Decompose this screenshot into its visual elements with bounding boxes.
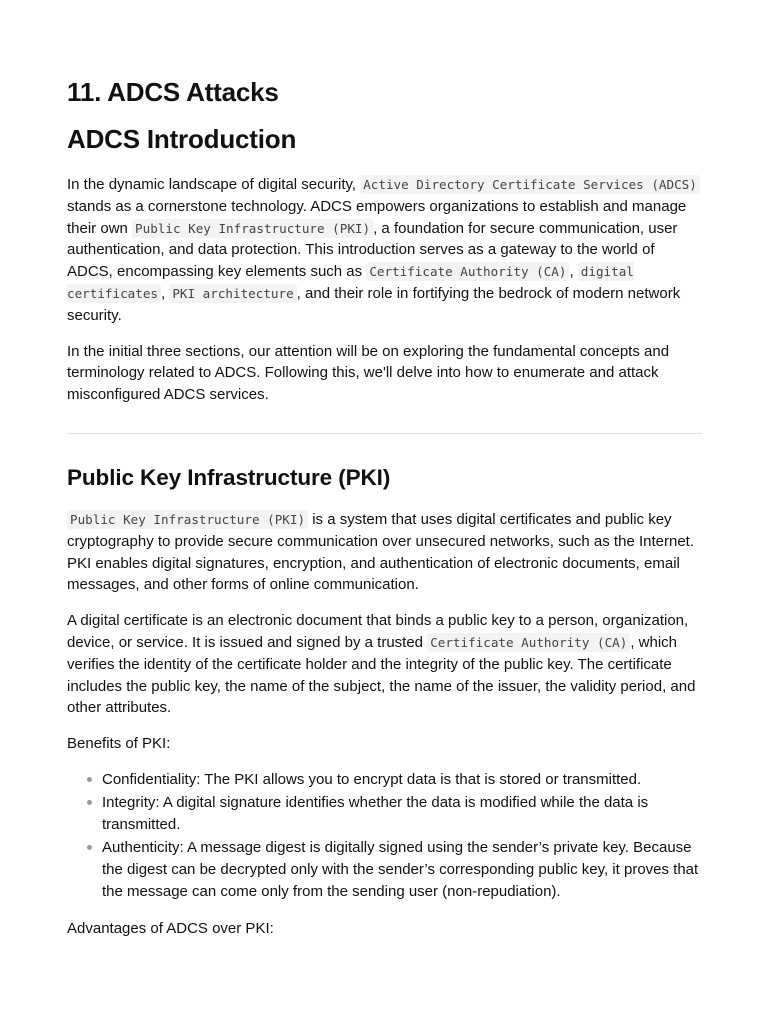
benefits-label: Benefits of PKI: xyxy=(67,735,171,753)
list-item xyxy=(102,837,702,902)
text-run: , which verifies the identity of the certificate holder and the integrity of the public key. The certificate includes the public key, the name of the subject, the name of the issuer, the validity period, and other attributes. xyxy=(67,633,696,717)
list-item-text: Integrity: A digital signature identifies whether the data is modified while the data is transmitted. xyxy=(102,794,649,834)
text-run: is a system that uses digital certificates and public key cryptography to provide secure communication over unsecured networks, such as the Internet. PKI enables digital signatures, encryption, and authentication of electronic documents, email messages, and other forms of online communication. xyxy=(67,510,694,594)
benefits-list xyxy=(67,769,702,903)
chapter-title: 11. ADCS Attacks xyxy=(67,77,279,107)
intro-paragraph-2: In the initial three sections, our attention will be on exploring the fundamental concepts and terminology related to ADCS. Following this, we'll delve into how to enumerate and attack misconfigured ADCS services. xyxy=(67,342,670,404)
list-item xyxy=(102,792,702,836)
pki-heading: Public Key Infrastructure (PKI) xyxy=(67,464,391,490)
text-run: stands as a cornerstone technology. ADCS empowers organizations to establish and manage their own xyxy=(67,197,687,237)
inline-code: PKI architecture xyxy=(169,284,296,303)
inline-code: Active Directory Certificate Services (ADCS) xyxy=(360,175,700,194)
advantages-label: Advantages of ADCS over PKI: xyxy=(67,919,274,937)
text-run: In the dynamic landscape of digital security, xyxy=(67,176,361,193)
section-divider xyxy=(67,433,702,434)
text-run: , xyxy=(569,263,578,281)
bullet-icon xyxy=(87,777,92,782)
list-item-text: Authenticity: A message digest is digitally signed using the sender’s private key. Because the digest can be decrypted only with the sender’s corresponding public key, it proves that the message can come only from the sending user (non-repudiation). xyxy=(102,839,699,900)
inline-code: Public Key Infrastructure (PKI) xyxy=(132,219,373,238)
inline-code: Public Key Infrastructure (PKI) xyxy=(67,510,308,529)
text-run: , xyxy=(161,284,170,302)
intro-paragraph-1 xyxy=(67,174,702,327)
text-run: A digital certificate is an electronic document that binds a public key to a person, organization, device, or service. It is issued and signed by a trusted xyxy=(67,612,689,651)
intro-heading: ADCS Introduction xyxy=(67,124,297,154)
inline-code: digital certificates xyxy=(67,264,634,301)
inline-code: Certificate Authority (CA) xyxy=(427,633,630,652)
pki-paragraph-1 xyxy=(67,509,702,596)
text-run: , and their role in fortifying the bedrock of modern network security. xyxy=(67,284,681,324)
list-item xyxy=(102,769,702,791)
list-item-text: Confidentiality: The PKI allows you to encrypt data is that is stored or transmitted. xyxy=(102,770,642,788)
inline-code: Certificate Authority (CA) xyxy=(366,262,569,281)
bullet-icon xyxy=(87,800,92,805)
text-run: , a foundation for secure communication, user authentication, and data protection. This introduction serves as a gateway to the world of ADCS, encompassing key elements such as xyxy=(67,219,678,281)
bullet-icon xyxy=(87,845,92,850)
pki-paragraph-2 xyxy=(67,610,702,719)
